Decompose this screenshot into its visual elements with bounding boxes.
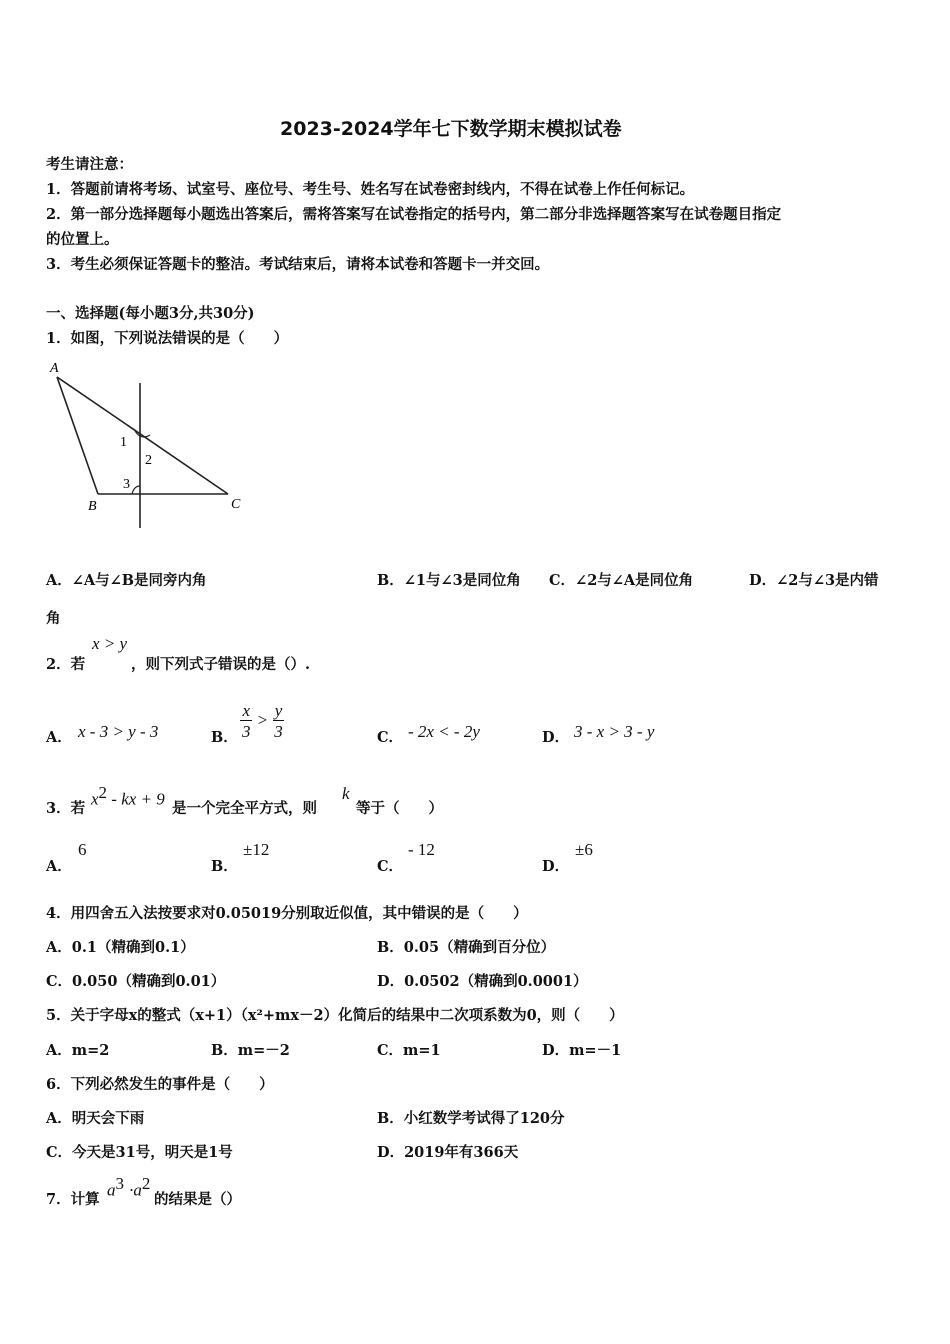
- question-3-polynomial: $x^2$ - kx + 9: [91, 783, 165, 809]
- question-2-option-c-expr: - 2x < - 2y: [408, 722, 480, 741]
- question-2-option-a-label[interactable]: A．: [46, 729, 72, 746]
- question-2-option-b-expr: $\frac{x}{3}$ > $\frac{y}{3}$: [242, 701, 283, 741]
- question-3-k: k: [342, 784, 350, 803]
- notice-item-1: 1．答题前请将考场、试室号、座位号、考生号、姓名写在试卷密封线内，不得在试卷上作任何标记。: [46, 181, 695, 198]
- question-1-option-a[interactable]: A．∠A与∠B是同旁内角: [46, 572, 207, 589]
- fraction-x-over-3: $\frac{x}{3}$: [242, 701, 251, 741]
- question-1-option-d[interactable]: D．∠2与∠3是内错: [749, 572, 879, 589]
- section-heading: 一、选择题(每小题3分,共30分): [46, 305, 255, 322]
- question-5-option-a[interactable]: A．m=2: [46, 1042, 110, 1059]
- question-3-option-b-label[interactable]: B．: [211, 858, 238, 875]
- question-2-suffix: ，则下列式子错误的是（）.: [131, 656, 311, 673]
- question-6-option-a[interactable]: A．明天会下雨: [46, 1110, 145, 1127]
- question-3-option-b-value: ±12: [243, 840, 270, 859]
- label-angle-3: 3: [123, 477, 130, 492]
- angle-mark-3: [132, 486, 140, 494]
- question-5-stem: 5．关于字母x的整式（x+1）（x²+mx－2）化简后的结果中二次项系数为0，则（ ）: [46, 1007, 624, 1024]
- question-4-option-d[interactable]: D．0.0502（精确到0.0001）: [377, 973, 588, 990]
- question-6-option-d[interactable]: D．2019年有366天: [377, 1144, 519, 1161]
- page-title: 2023-2024学年七下数学期末模拟试卷: [280, 118, 622, 140]
- question-3-option-a-label[interactable]: A．: [46, 858, 72, 875]
- question-3-option-d-label[interactable]: D．: [542, 858, 570, 875]
- question-4-option-b[interactable]: B．0.05（精确到百分位）: [377, 939, 556, 956]
- question-2-option-d-label[interactable]: D．: [542, 729, 570, 746]
- question-4-stem: 4．用四舍五入法按要求对0.05019分别取近似值，其中错误的是（ ）: [46, 905, 528, 922]
- question-3-middle: 是一个完全平方式，则: [172, 800, 317, 817]
- question-5-option-c[interactable]: C．m=1: [377, 1042, 441, 1059]
- question-3-option-c-label[interactable]: C．: [377, 858, 404, 875]
- notice-item-3: 3．考生必须保证答题卡的整洁。考试结束后，请将本试卷和答题卡一并交回。: [46, 256, 550, 273]
- question-6-option-c[interactable]: C．今天是31号，明天是1号: [46, 1144, 233, 1161]
- question-7-prefix: 7．计算: [46, 1191, 100, 1208]
- question-6-stem: 6．下列必然发生的事件是（ ）: [46, 1076, 274, 1093]
- notice-item-2-cont: 的位置上。: [46, 231, 119, 248]
- label-b: B: [88, 499, 97, 514]
- label-angle-2: 2: [145, 453, 152, 468]
- question-1-stem: 1．如图，下列说法错误的是（ ）: [46, 330, 289, 347]
- question-3-suffix: 等于（ ）: [356, 800, 443, 817]
- question-7-expression: $a^3 \cdot a^2$: [107, 1174, 151, 1200]
- question-1-option-b[interactable]: B．∠1与∠3是同位角: [377, 572, 521, 589]
- label-c: C: [231, 497, 241, 512]
- question-3-prefix: 3．若: [46, 800, 86, 817]
- question-2-condition: x > y: [92, 634, 128, 653]
- line-ab: [57, 377, 98, 494]
- question-2-option-c-label[interactable]: C．: [377, 729, 404, 746]
- question-3-option-c-value: - 12: [408, 840, 435, 859]
- label-angle-1: 1: [120, 435, 127, 450]
- question-7-suffix: 的结果是（）: [154, 1191, 241, 1208]
- question-2-option-d-expr: 3 - x > 3 - y: [574, 722, 655, 741]
- question-3-option-a-value: 6: [78, 840, 87, 859]
- question-3-option-d-value: ±6: [575, 840, 593, 859]
- question-1-figure: [40, 355, 260, 535]
- question-2-option-a-expr: x - 3 > y - 3: [78, 722, 159, 741]
- line-ac: [57, 377, 228, 494]
- notice-item-2: 2．第一部分选择题每小题选出答案后，需将答案写在试卷指定的括号内，第二部分非选择题答案写在试卷题目指定: [46, 206, 782, 223]
- question-6-option-b[interactable]: B．小红数学考试得了120分: [377, 1110, 565, 1127]
- fraction-y-over-3: $\frac{y}{3}$: [274, 701, 283, 741]
- label-a: A: [50, 361, 59, 376]
- question-2-option-b-label[interactable]: B．: [211, 729, 238, 746]
- question-1-option-c[interactable]: C．∠2与∠A是同位角: [549, 572, 694, 589]
- question-2-prefix: 2．若: [46, 656, 86, 673]
- question-4-option-c[interactable]: C．0.050（精确到0.01）: [46, 973, 226, 990]
- notice-heading: 考生请注意：: [46, 156, 133, 173]
- question-1-option-d-cont: 角: [46, 610, 61, 627]
- question-5-option-b[interactable]: B．m=－2: [211, 1042, 290, 1059]
- question-5-option-d[interactable]: D．m=－1: [542, 1042, 622, 1059]
- question-4-option-a[interactable]: A．0.1（精确到0.1）: [46, 939, 195, 956]
